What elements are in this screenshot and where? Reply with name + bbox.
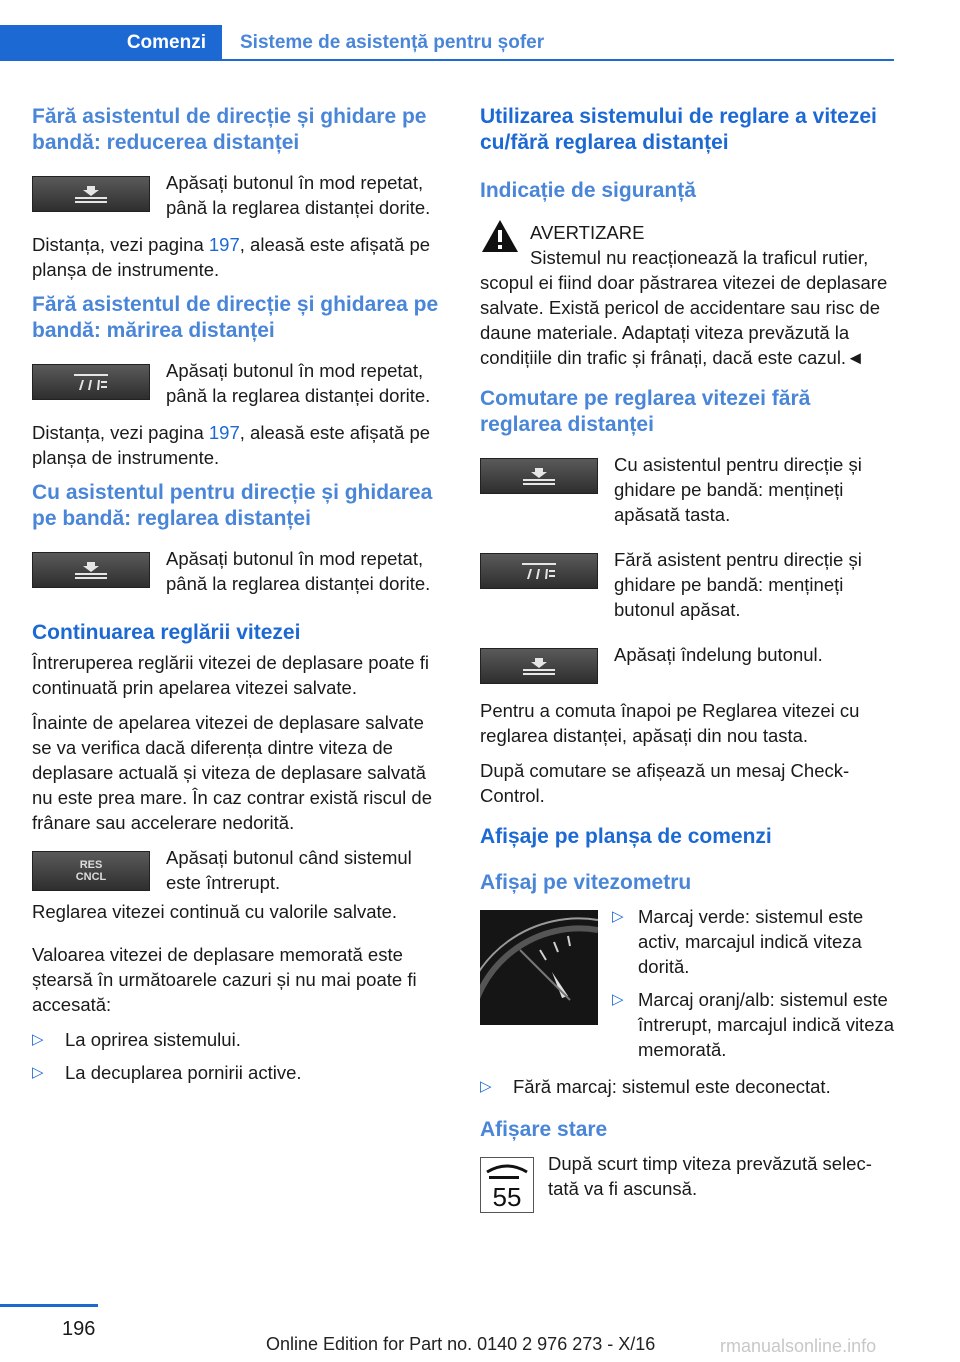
triangle-bullet-icon: ▷ xyxy=(612,991,624,1008)
paragraph: Reglarea vitezei continuă cu valorile salvate. xyxy=(32,901,398,922)
section-title-lane-assist-distance: Cu asistentul pentru direcție și ghidarea pe bandă: reglarea distanței xyxy=(32,481,433,530)
section-title-status: Afișare stare xyxy=(480,1118,608,1141)
section-title-resume: Continuarea reglării vitezei xyxy=(32,621,301,644)
list-item: ▷ La decuplarea pornirii active. xyxy=(32,1062,302,1083)
button-instruction xyxy=(480,642,896,684)
footer-rule xyxy=(0,1304,98,1307)
edition-text: Online Edition for Part no. 0140 2 976 273 - X/16 xyxy=(266,1334,656,1354)
instruction-text: Fără asistent pentru direcție și ghidare pe bandă: mențineți butonul apăsat. xyxy=(614,549,862,620)
list-item: ▷ Fără marcaj: sistemul este deconectat. xyxy=(480,1076,831,1097)
warning-block xyxy=(480,214,896,270)
warning-label: AVERTIZARE xyxy=(530,222,645,243)
triangle-bullet-icon: ▷ xyxy=(32,1031,44,1048)
speed-limit-status-icon xyxy=(480,1157,534,1213)
instruction-text: Apăsați butonul în mod repetat, până la reglarea distanței dorite. xyxy=(166,172,431,218)
button-instruction xyxy=(32,845,448,895)
distance-key-icon xyxy=(32,552,150,588)
instruction-text: Apăsați îndelung butonul. xyxy=(614,644,823,665)
speedometer-image xyxy=(480,910,598,1025)
instruction-text: Apăsați butonul când sistemul este întrerupt. xyxy=(166,847,412,893)
status-block xyxy=(480,1151,896,1213)
res-cncl-key-icon: RES CNCL xyxy=(32,851,150,891)
tab-comenzi[interactable]: Comenzi xyxy=(0,25,222,61)
button-instruction xyxy=(32,546,448,596)
paragraph: Înainte de apelarea vitezei de deplasare salvate se va verifica dacă diferența dintre viteza de deplasare actuală și viteza de deplasare salvată nu este prea mare. În caz contrar există riscul de frânare sau accelerare nedorită. xyxy=(32,712,432,833)
paragraph: Pentru a comuta înapoi pe Reglarea vitezei cu reglarea distanței, apăsați din nou tasta. xyxy=(480,700,860,746)
section-title-increase-distance: Fără asistentul de direcție și ghidarea pe bandă: mărirea distanței xyxy=(32,293,439,342)
instruction-text: Apăsați butonul în mod repetat, până la reglarea distanței dorite. xyxy=(166,360,431,406)
paragraph: După comutare se afișează un mesaj Check-Control. xyxy=(480,760,850,806)
list-item: ▷ La oprirea sistemului. xyxy=(32,1029,241,1050)
page-link[interactable]: 197 xyxy=(208,234,240,255)
button-instruction xyxy=(480,452,896,527)
instruction-text: Cu asistentul pentru direcție și ghidare pe bandă: mențineți apăsată tasta. xyxy=(614,454,862,525)
warning-triangle-icon xyxy=(480,218,520,254)
triangle-bullet-icon: ▷ xyxy=(612,908,624,925)
list-item: ▷ Marcaj verde: sistemul este activ, marcajul indică viteza dorită. xyxy=(612,906,864,977)
warning-text: Sistemul nu reacționează la traficul rutier, xyxy=(530,247,869,268)
section-title-displays: Afișaje pe planșa de comenzi xyxy=(480,825,772,848)
instruction-text: Apăsați butonul în mod repetat, până la reglarea distanței dorite. xyxy=(166,548,431,594)
left-column xyxy=(32,96,448,1093)
section-title-reduce-distance: Fără asistentul de direcție și ghidare pe bandă: reducerea distanței xyxy=(32,105,427,154)
page-header xyxy=(0,0,960,62)
svg-text:55: 55 xyxy=(492,1182,522,1212)
page-link[interactable]: 197 xyxy=(208,422,240,443)
distance-increase-key-icon xyxy=(480,553,598,589)
speedometer-block xyxy=(480,904,896,1070)
paragraph: Distanța, vezi pagina 197, aleasă este afișată pe planșa de instrumente. xyxy=(32,234,431,280)
right-column xyxy=(480,96,896,1213)
page-number: 196 xyxy=(62,1318,96,1340)
button-instruction xyxy=(480,547,896,622)
section-title-switch: Comutare pe reglarea vitezei fără reglarea distanței xyxy=(480,387,811,436)
section-title-usage: Utilizarea sistemului de reglare a vitezei cu/fără reglarea distanței xyxy=(480,105,877,154)
section-title-speedometer: Afișaj pe vitezometru xyxy=(480,871,692,894)
button-instruction xyxy=(32,358,448,408)
paragraph: Valoarea vitezei de deplasare memorată este ștearsă în următoarele cazuri și nu mai poate fi accesată: xyxy=(32,944,417,1015)
paragraph: Distanța, vezi pagina 197, aleasă este afișată pe planșa de instrumente. xyxy=(32,422,431,468)
status-text: După scurt timp viteza prevăzută selectată va fi ascunsă. xyxy=(548,1153,872,1199)
distance-decrease-key-icon xyxy=(32,176,150,212)
distance-decrease-key-icon xyxy=(480,648,598,684)
warning-text-continued: scopul ei fiind doar păstrarea vitezei de deplasare salvate. Există pericol de accidentare sau risc de daune materiale. Adaptați viteza prevăzută la condițiile din trafic și frânați, dacă este cazul.◄ xyxy=(480,272,888,368)
distance-key-icon xyxy=(480,458,598,494)
section-title-safety: Indicație de siguranță xyxy=(480,179,696,202)
paragraph: Întreruperea reglării vitezei de deplasare poate fi continuată prin apelarea vitezei salvate. xyxy=(32,652,429,698)
watermark: rmanualsonline.info xyxy=(720,1336,877,1356)
distance-increase-key-icon xyxy=(32,364,150,400)
header-rule xyxy=(222,59,894,61)
tab-asistenta[interactable]: Sisteme de asistență pentru șofer xyxy=(240,32,545,53)
triangle-bullet-icon: ▷ xyxy=(480,1078,492,1095)
list-item: ▷ Marcaj oranj/alb: sistemul este întrerupt, marcajul indică viteza memorată. xyxy=(612,989,895,1060)
button-instruction xyxy=(32,170,448,220)
triangle-bullet-icon: ▷ xyxy=(32,1064,44,1081)
